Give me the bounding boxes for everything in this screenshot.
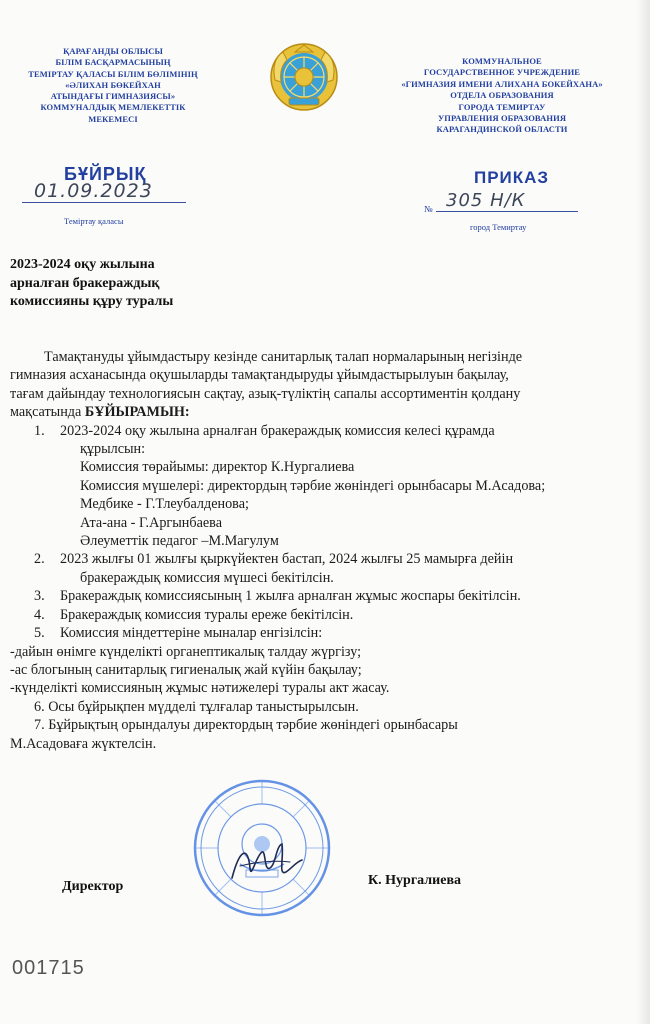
item-number: 4. bbox=[34, 606, 45, 623]
page-edge-shadow bbox=[636, 0, 650, 1024]
director-label: Директор bbox=[62, 879, 124, 894]
header-kz-line: БІЛІМ БАСҚАРМАСЫНЫҢ bbox=[55, 57, 171, 68]
director-name: К. Нургалиева bbox=[368, 873, 462, 888]
header-kz-line: ҚАРАҒАНДЫ ОБЛЫСЫ bbox=[63, 46, 163, 56]
subject-line: арналған бракераждық bbox=[10, 275, 160, 291]
member-line: Ата-ана - Г.Аргынбаева bbox=[80, 514, 222, 531]
order-word: БҰЙЫРАМЫН: bbox=[84, 404, 190, 421]
signature-icon bbox=[226, 838, 306, 888]
order-date: 01.09.2023 bbox=[34, 180, 153, 202]
item-6: 6. Осы бұйрықпен мүдделі тұлғалар таныстырылсын. bbox=[34, 698, 359, 715]
header-ru-line: КОММУНАЛЬНОЕ bbox=[462, 56, 542, 66]
number-sign: № bbox=[424, 204, 433, 214]
preamble-line: тағам дайындау технологиясын сақтау, азық-түліктің сапалы ассортиментін қолдану bbox=[10, 385, 521, 402]
header-kz-line: «ӘЛИХАН БӨКЕЙХАН bbox=[65, 79, 161, 90]
item-7: 7. Бұйрықтың орындалуы директордың тәрбие жөніндегі орынбасары bbox=[34, 717, 458, 734]
preamble-tail: мақсатында bbox=[10, 404, 85, 421]
header-ru-line: КАРАГАНДИНСКОЙ ОБЛАСТИ bbox=[436, 124, 568, 135]
subject-line: комиссияны құру туралы bbox=[10, 294, 174, 309]
header-ru-line: ГОРОДА ТЕМИРТАУ bbox=[458, 101, 546, 112]
number-underline bbox=[436, 211, 578, 212]
order-subject bbox=[10, 256, 270, 312]
item-3 bbox=[10, 587, 632, 605]
item-text: 2023 жылғы 01 жылғы қыркүйектен бастап, 2024 жылғы 25 мамырға дейін bbox=[60, 551, 514, 568]
member-line: Комиссия мүшелері: директордың тәрбие жөніндегі орынбасары М.Асадова; bbox=[80, 477, 546, 494]
member-chair: Комиссия төрайымы: директор К.Нургалиева bbox=[80, 459, 355, 476]
item-number: 2. bbox=[34, 551, 45, 568]
header-ru-line: УПРАВЛЕНИЯ ОБРАЗОВАНИЯ bbox=[437, 113, 567, 124]
item-text: Бракераждық комиссия туралы ереже бекітілсін. bbox=[60, 606, 354, 623]
header-kz-line: ТЕМІРТАУ ҚАЛАСЫ БІЛІМ БӨЛІМІНІҢ bbox=[28, 68, 198, 79]
item-text: Комиссия міндеттеріне мыналар енгізілсін: bbox=[60, 625, 323, 642]
city-ru: город Темиртау bbox=[470, 222, 527, 232]
member-line: Әлеуметтік педагог –М.Магулум bbox=[80, 533, 279, 550]
item-4 bbox=[10, 606, 632, 624]
item-7-cont: М.Асадоваға жүктелсін. bbox=[10, 735, 157, 752]
preamble-line: Тамақтануды ұйымдастыру кезінде санитарлық талап нормаларының негізінде bbox=[44, 349, 523, 365]
emblem-icon bbox=[269, 42, 339, 112]
header-kz-line: МЕКЕМЕСІ bbox=[88, 113, 138, 124]
header-kz bbox=[8, 46, 218, 125]
duty-line: -ас блогының санитарлық гигиеналық жай күйін бақылау; bbox=[10, 661, 362, 678]
header-kz-line: КОММУНАЛДЫҚ МЕМЛЕКЕТТІК bbox=[40, 102, 186, 113]
duty-line: -күнделікті комиссияның жұмыс нәтижелері туралы акт жасау. bbox=[10, 680, 390, 697]
item-2-cont: бракераждық комиссия мүшесі бекітілсін. bbox=[80, 569, 334, 586]
order-title-kz: БҰЙРЫҚ bbox=[64, 164, 147, 184]
item-1 bbox=[10, 422, 632, 440]
header-ru-line: «ГИМНАЗИЯ ИМЕНИ АЛИХАНА БОКЕЙХАНА» bbox=[401, 78, 603, 89]
order-title-ru: ПРИКАЗ bbox=[474, 168, 550, 187]
header-kz-line: АТЫНДАҒЫ ГИМНАЗИЯСЫ» bbox=[50, 91, 176, 102]
subject-line: 2023-2024 оқу жылына bbox=[10, 257, 155, 272]
header-ru-line: ГОСУДАРСТВЕННОЕ УЧРЕЖДЕНИЕ bbox=[423, 67, 581, 78]
item-text: Бракераждық комиссиясының 1 жылға арналған жұмыс жоспары бекітілсін. bbox=[60, 588, 521, 605]
header-ru bbox=[384, 56, 620, 136]
item-number: 3. bbox=[34, 588, 45, 605]
order-body bbox=[10, 348, 632, 753]
preamble-last-line bbox=[10, 403, 632, 421]
item-text: 2023-2024 оқу жылына арналған бракераждық комиссия келесі құрамда bbox=[60, 422, 495, 439]
order-number: 305 Н/К bbox=[446, 190, 526, 211]
item-5 bbox=[10, 624, 632, 642]
item-number: 1. bbox=[34, 422, 45, 439]
item-1-cont: құрылсын: bbox=[80, 441, 146, 458]
member-line: Медбике - Г.Тлеубалденова; bbox=[80, 496, 249, 513]
city-kz: Теміртау қаласы bbox=[64, 216, 124, 226]
header-ru-line: ОТДЕЛА ОБРАЗОВАНИЯ bbox=[450, 90, 554, 101]
item-number: 5. bbox=[34, 625, 45, 642]
duty-line: -дайын өнімге күнделікті органептикалық талдау жүргізу; bbox=[10, 643, 362, 660]
date-underline bbox=[22, 202, 186, 203]
item-2 bbox=[10, 550, 632, 568]
serial-number: 001715 bbox=[12, 957, 85, 979]
preamble-line: гимназия асханасында оқушыларды тамақтандыруды ұйымдастырылуын бақылау, bbox=[10, 367, 509, 384]
